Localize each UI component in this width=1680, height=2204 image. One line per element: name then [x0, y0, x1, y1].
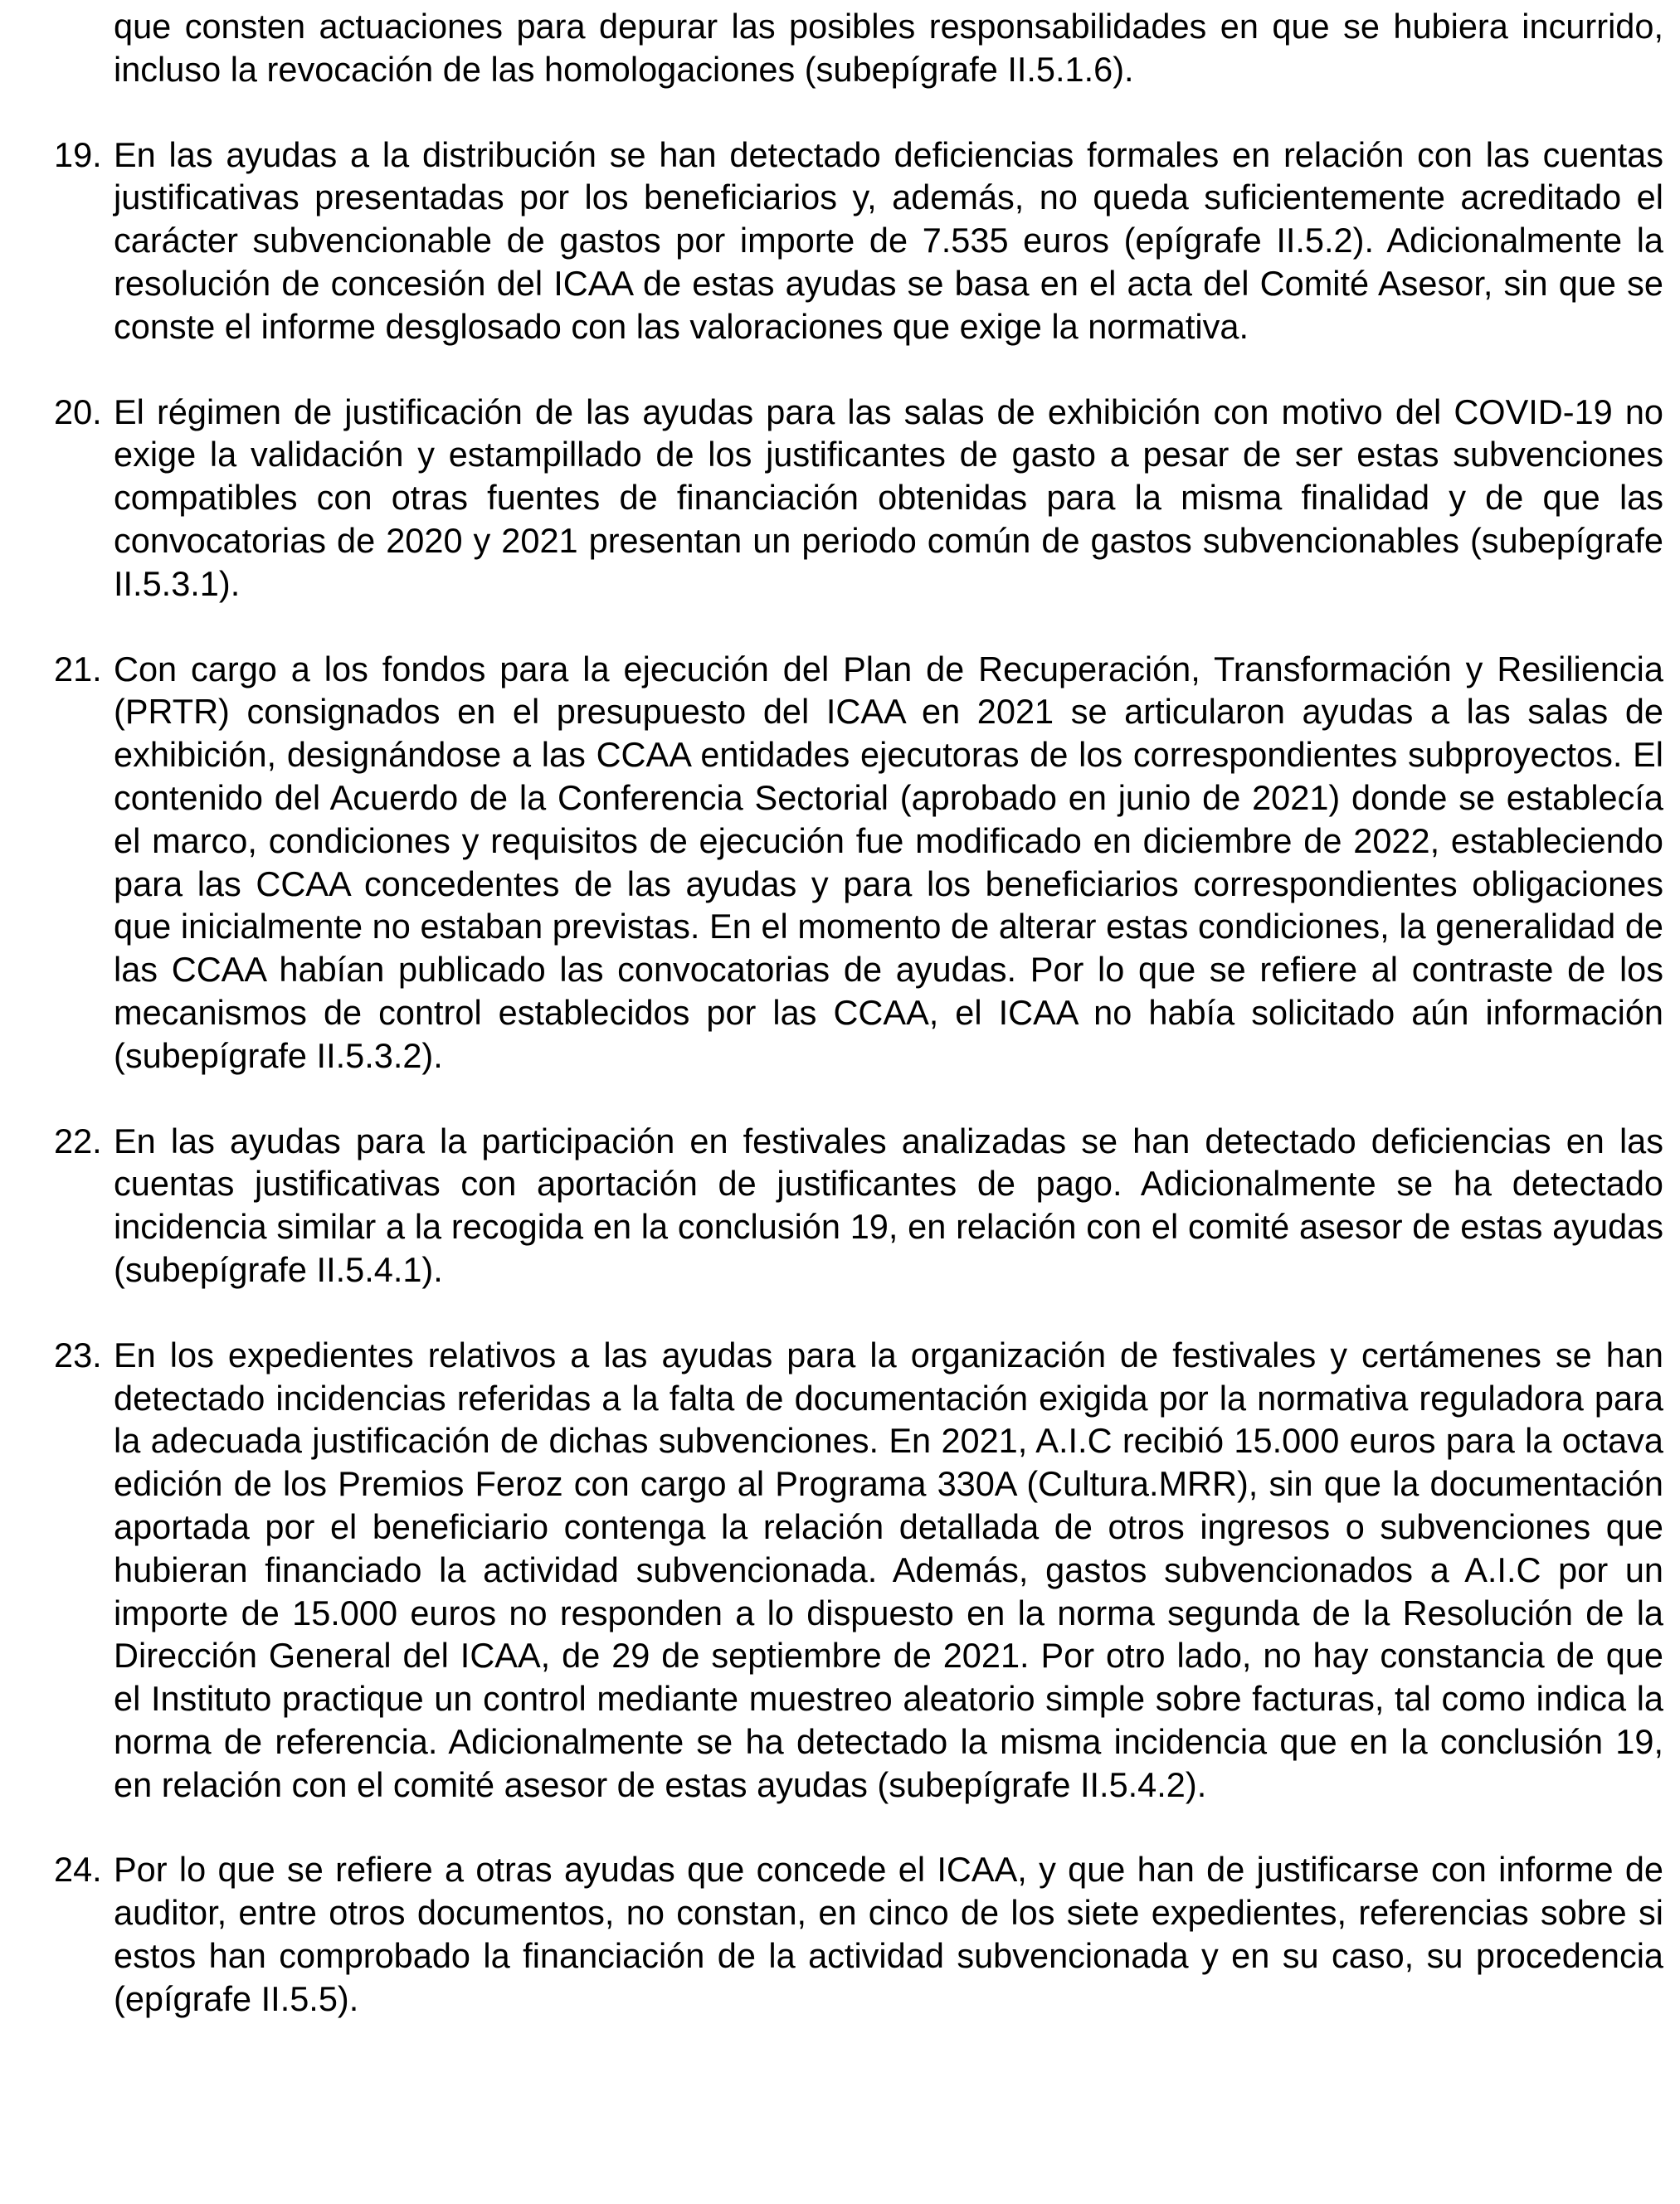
item-text: En las ayudas a la distribución se han detectado deficiencias formales en relación con las cuentas justificativas presentadas por los beneficiarios y, además, no queda suficientemente acreditado el carácter subvencionable de gastos por importe de 7.535 euros (epígrafe II.5.2). Adicionalmente la resolución de concesión del ICAA de estas ayudas se basa en el acta del Comité Asesor, sin que se conste el informe desglosado con las valoraciones que exige la normativa. — [114, 134, 1663, 346]
item-number: 23. — [54, 1335, 102, 1374]
list-item-21 — [54, 648, 1663, 1078]
item-text: El régimen de justificación de las ayudas para las salas de exhibición con motivo del COVID-19 no exige la validación y estampillado de los justificantes de gasto a pesar de ser estas subvenciones compatibles con otras fuentes de financiación obtenidas para la misma finalidad y de que las convocatorias de 2020 y 2021 presentan un periodo común de gastos subvencionables (subepígrafe II.5.3.1). — [114, 392, 1663, 603]
item-text: Con cargo a los fondos para la ejecución del Plan de Recuperación, Transformación y Resiliencia (PRTR) consignados en el presupuesto del ICAA en 2021 se articularon ayudas a las salas de exhibición, designándose a las CCAA entidades ejecutoras de los correspondientes subproyectos. El contenido del Acuerdo de la Conferencia Sectorial (aprobado en junio de 2021) donde se establecía el marco, condiciones y requisitos de ejecución fue modificado en diciembre de 2022, estableciendo para las CCAA concedentes de las ayudas y para los beneficiarios correspondientes obligaciones que inicialmente no estaban previstas. En el momento de alterar estas condiciones, la generalidad de las CCAA habían publicado las convocatorias de ayudas. Por lo que se refiere al contraste de los mecanismos de control establecidos por las CCAA, el ICAA no había solicitado aún información (subepígrafe II.5.3.2). — [114, 649, 1663, 1075]
document-page — [54, 5, 1663, 2021]
item-number: 22. — [54, 1121, 102, 1160]
continuation-paragraph: que consten actuaciones para depurar las posibles responsabilidades en que se hubiera incurrido, incluso la revocación de las homologaciones (subepígrafe II.5.1.6). — [114, 7, 1663, 89]
item-number: 24. — [54, 1850, 102, 1890]
list-item-23 — [54, 1334, 1663, 1807]
list-item-24 — [54, 1848, 1663, 2020]
item-number: 20. — [54, 392, 102, 431]
list-item-20 — [54, 391, 1663, 606]
item-number: 19. — [54, 134, 102, 174]
item-text: En los expedientes relativos a las ayudas para la organización de festivales y certámenes se han detectado incidencias referidas a la falta de documentación exigida por la normativa reguladora para la adecuada justificación de dichas subvenciones. En 2021, A.I.C recibió 15.000 euros para la octava edición de los Premios Feroz con cargo al Programa 330A (Cultura.MRR), sin que la documentación aportada por el beneficiario contenga la relación detallada de otros ingresos o subvenciones que hubieran financiado la actividad subvencionada. Además, gastos subvencionados a A.I.C por un importe de 15.000 euros no responden a lo dispuesto en la norma segunda de la Resolución de la Dirección General del ICAA, de 29 de septiembre de 2021. Por otro lado, no hay constancia de que el Instituto practique un control mediante muestreo aleatorio simple sobre facturas, tal como indica la norma de referencia. Adicionalmente se ha detectado la misma incidencia que en la conclusión 19, en relación con el comité asesor de estas ayudas (subepígrafe II.5.4.2). — [114, 1335, 1663, 1804]
list-item-19 — [54, 134, 1663, 348]
list-item-22 — [54, 1120, 1663, 1292]
item-number: 21. — [54, 649, 102, 688]
item-text: Por lo que se refiere a otras ayudas que concede el ICAA, y que han de justificarse con informe de auditor, entre otros documentos, no constan, en cinco de los siete expedientes, referencias sobre si estos han comprobado la financiación de la actividad subvencionada y en su caso, su procedencia (epígrafe II.5.5). — [114, 1850, 1663, 2018]
item-text: En las ayudas para la participación en festivales analizadas se han detectado deficiencias en las cuentas justificativas con aportación de justificantes de pago. Adicionalmente se ha detectado incidencia similar a la recogida en la conclusión 19, en relación con el comité asesor de estas ayudas (subepígrafe II.5.4.1). — [114, 1121, 1663, 1289]
